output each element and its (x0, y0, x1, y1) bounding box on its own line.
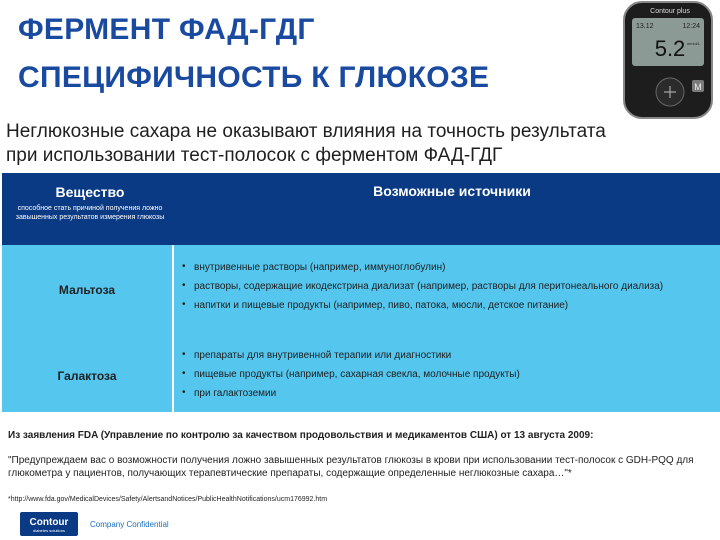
page-title (18, 6, 608, 102)
source-item: • внутривенные растворы (например, иммуноглобулин) (180, 261, 710, 274)
meter-reading: 5.2 (654, 36, 686, 61)
header-substance-note: способное стать причиной получения ложно завышенных результатов измерения глюкозы (15, 205, 165, 221)
glucose-meter-image (622, 0, 714, 120)
meter-unit: mmol/L (686, 41, 700, 46)
title-line-2: СПЕЦИФИЧНОСТЬ К ГЛЮКОЗЕ (18, 61, 490, 94)
header-substance (10, 183, 170, 222)
meter-date: 13.12 (636, 23, 654, 30)
fda-heading: Из заявления FDA (Управление по контролю за качеством продовольствия и медикаментов США) от 13 августа 2009: (8, 430, 594, 441)
table-body (2, 245, 720, 412)
source-item: • препараты для внутривенной терапии или диагностики (180, 349, 710, 362)
source-item: • напитки и пищевые продукты (например, пиво, патока, мюсли, детское питание) (180, 299, 710, 312)
contour-logo (20, 512, 78, 536)
sources-galactose (180, 349, 710, 406)
source-item: • растворы, содержащие икодекстрина диализат (например, растворы для перитонеального диализа) (180, 280, 710, 293)
sources-maltose (180, 261, 710, 318)
source-item: • пищевые продукты (например, сахарная свекла, молочные продукты) (180, 368, 710, 381)
logo-subtext: diabetes solutions (32, 528, 66, 533)
title-line-1: ФЕРМЕНТ ФАД-ГДГ (18, 13, 315, 46)
fda-quote: "Предупреждаем вас о возможности получения ложно завышенных результатов глюкозы в крови при использовании тест-полосок с GDH-PQQ для глюкометра у пациентов, получающих терапевтические препараты, содержащие определенные неглюкозные сахара…"* (8, 455, 694, 479)
subtitle: Неглюкозные сахара не оказывают влияния на точность результата при использовании тест-полосок с ферментом ФАД-ГДГ (6, 121, 606, 166)
table-header (2, 173, 720, 245)
header-sources: Возможные источники (373, 183, 531, 199)
column-divider (172, 245, 174, 412)
fda-link[interactable]: *http://www.fda.gov/MedicalDevices/Safety/AlertsandNotices/PublicHealthNotifications/ucm176992.htm (8, 496, 328, 503)
header-substance-label: Вещество (55, 184, 125, 200)
confidential-label: Company Confidential (90, 520, 169, 529)
meter-m-button: M (694, 82, 702, 92)
substance-galactose: Галактоза (57, 369, 117, 383)
logo-text: Contour (29, 517, 69, 528)
source-item: • при галактоземии (180, 387, 710, 400)
meter-brand: Contour plus (650, 8, 690, 15)
substance-maltose: Мальтоза (58, 283, 116, 297)
meter-time: 12:24 (682, 23, 700, 30)
